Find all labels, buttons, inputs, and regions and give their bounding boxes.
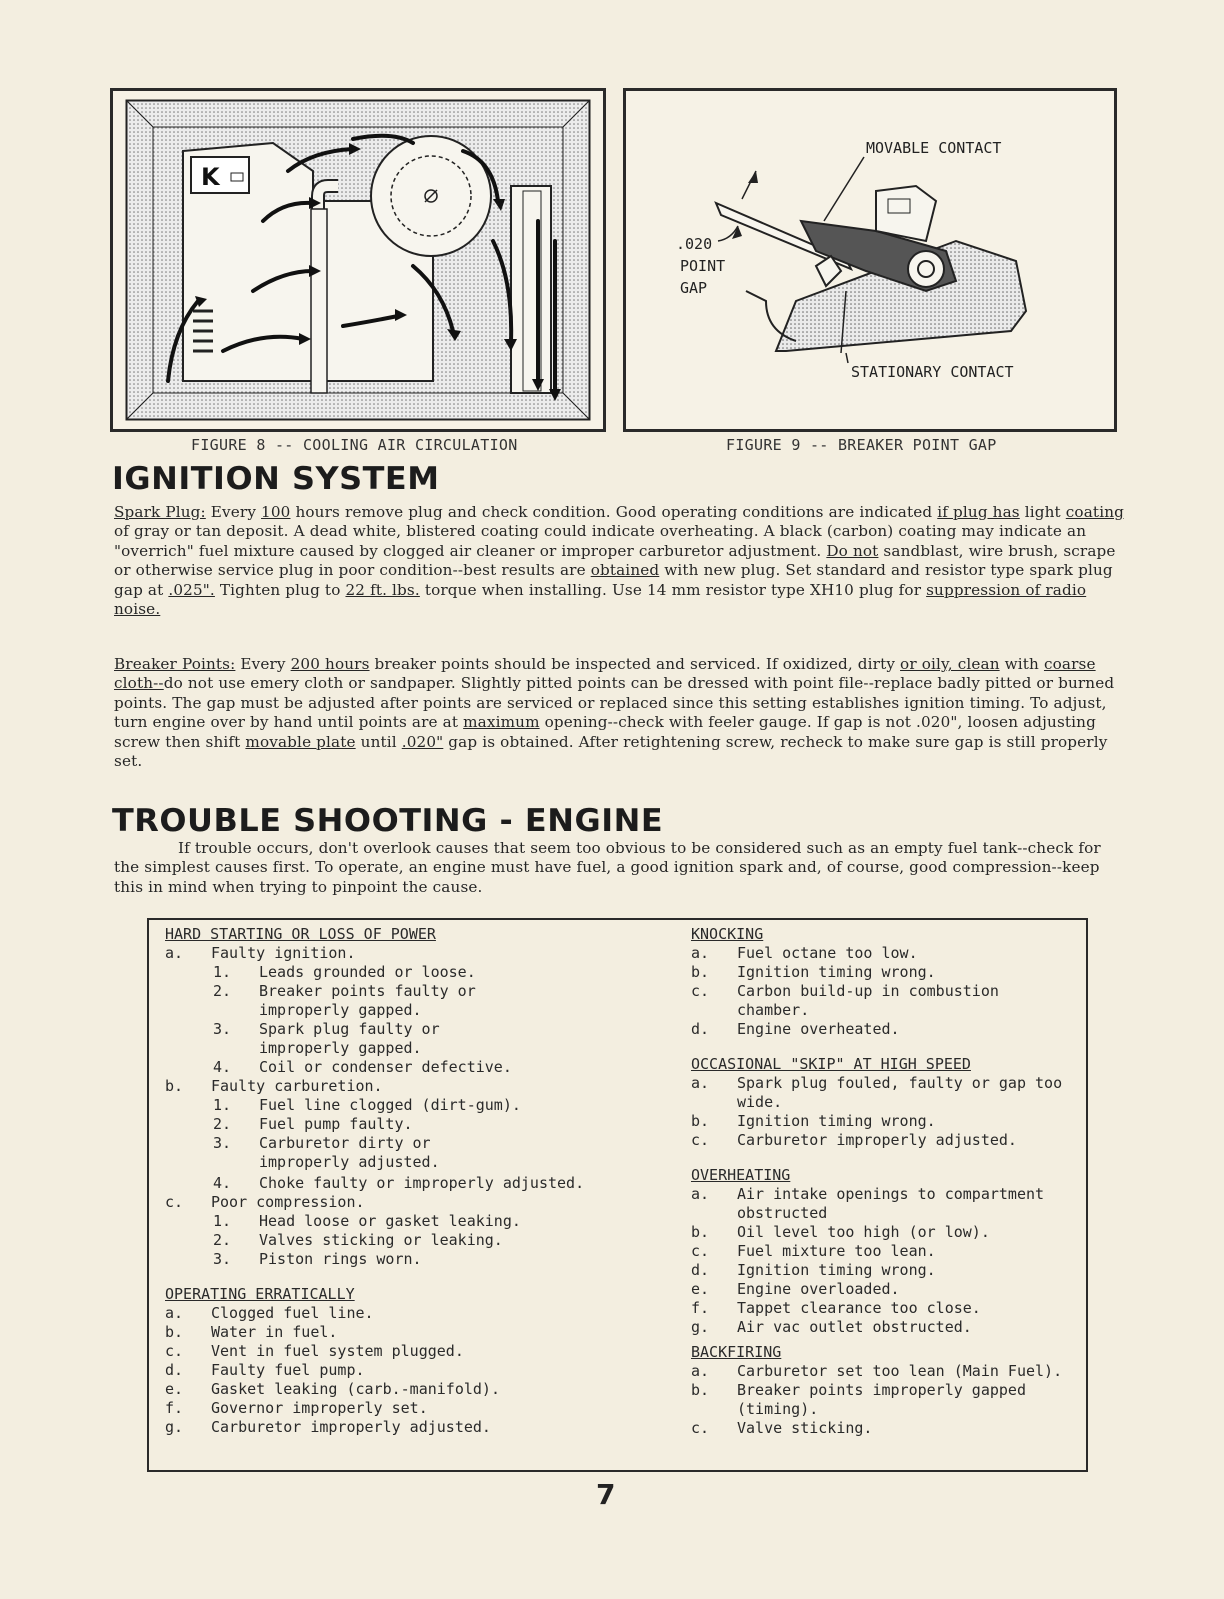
list-item (165, 1250, 685, 1269)
section-title: HARD STARTING OR LOSS OF POWER (165, 925, 436, 943)
section-title: KNOCKING (691, 925, 764, 943)
do-not-warning: Do not (826, 541, 879, 560)
item-text: Breaker points improperly gapped (timing). (737, 1381, 1026, 1418)
list-item (165, 1077, 685, 1096)
item-key: b. (165, 1323, 184, 1341)
item-key: c. (165, 1342, 184, 1360)
item-text: Fuel pump faulty. (259, 1115, 413, 1133)
figure-8-caption: FIGURE 8 -- COOLING AIR CIRCULATION (191, 436, 518, 454)
section-title: BACKFIRING (691, 1343, 782, 1361)
list-item (691, 1020, 1071, 1039)
spark-plug-gap-value: .025". (168, 580, 215, 599)
item-text: Spark plug fouled, faulty or gap too wide. (737, 1074, 1063, 1111)
item-text: Clogged fuel line. (211, 1304, 374, 1322)
section-title: OPERATING ERRATICALLY (165, 1285, 355, 1303)
text-run: torque when installing. Use 14 mm resistor type XH10 plug for (419, 580, 927, 599)
list-item (165, 1174, 685, 1193)
item-key: d. (691, 1020, 710, 1038)
item-text: Oil level too high (or low). (737, 1223, 990, 1241)
item-key: 3. (213, 1250, 232, 1268)
list-item (165, 1134, 685, 1172)
item-key: 1. (213, 1212, 232, 1230)
cooling-air-illustration (113, 91, 603, 429)
item-text: Water in fuel. (211, 1323, 338, 1341)
item-key: e. (165, 1380, 184, 1398)
list-item (691, 963, 1071, 982)
trouble-shooting-table (147, 918, 1088, 1472)
item-key: 2. (213, 1231, 232, 1249)
item-text: Poor compression. (211, 1193, 365, 1211)
text-run: maximum (463, 713, 540, 732)
item-text: Faulty ignition. (211, 944, 356, 962)
item-key: c. (691, 1242, 710, 1260)
label-gap-gap: GAP (680, 279, 708, 297)
section-title: OVERHEATING (691, 1166, 791, 1184)
list-item (691, 1280, 1071, 1299)
list-item (691, 1242, 1071, 1261)
ignition-system-heading: IGNITION SYSTEM (112, 461, 440, 497)
text-run: hours remove plug and check condition. Good operating conditions are indicated (290, 503, 938, 521)
list-item (165, 1399, 685, 1418)
text-run: light (1019, 503, 1066, 521)
text-run: coating (1065, 503, 1124, 521)
torque-value: 22 ft. lbs. (345, 580, 420, 599)
item-text: Piston rings worn. (259, 1250, 422, 1268)
item-key: g. (165, 1418, 184, 1436)
item-text: Carburetor improperly adjusted. (737, 1131, 1017, 1149)
list-item (165, 1361, 685, 1380)
text-run: Tighten plug to (214, 580, 346, 599)
list-item (165, 1304, 685, 1323)
list-item (165, 1342, 685, 1361)
text-run: opening--check with feeler gauge. If gap is not .020", loosen adjusting screw then shift (114, 713, 1096, 751)
text-run: with new plug. Set standard and resistor type spark plug gap at (114, 561, 1113, 599)
section-title: OCCASIONAL "SKIP" AT HIGH SPEED (691, 1055, 971, 1073)
item-text: Leads grounded or loose. (259, 963, 476, 981)
list-item (165, 944, 685, 963)
text-run: suppression of radio noise. (114, 580, 1087, 619)
item-key: c. (691, 1131, 710, 1149)
list-item (691, 1112, 1071, 1131)
breaker-points-hours: 200 hours (290, 655, 370, 673)
text-run: of gray or tan deposit. A dead white, blistered coating could indicate overheating. A black (carbon) coating may indicate an "overrich" fuel mixture caused by clogged air cleaner or improper carburetor adjustment. (114, 522, 1087, 560)
list-item (165, 963, 685, 982)
text-run: obtained (590, 561, 660, 580)
item-text: Vent in fuel system plugged. (211, 1342, 464, 1360)
item-text: Governor improperly set. (211, 1399, 428, 1417)
list-item (691, 1299, 1071, 1318)
trouble-shooting-intro: If trouble occurs, don't overlook causes that seem too obvious to be considered such as an empty fuel tank--check for the simplest causes first. To operate, an engine must have fuel, a good ignition spark and, of course, good compression--keep this in mind when trying to pinpoint the cause. (114, 839, 1101, 896)
list-item (165, 1418, 685, 1437)
text-run: breaker points should be inspected and serviced. If oxidized, dirty (369, 655, 901, 673)
breaker-points-label: Breaker Points: (114, 655, 236, 673)
trouble-shooting-heading: TROUBLE SHOOTING - ENGINE (112, 803, 664, 839)
list-item (165, 1231, 685, 1250)
item-text: Spark plug faulty or improperly gapped. (259, 1020, 440, 1057)
list-item (691, 982, 1071, 1020)
item-text: Ignition timing wrong. (737, 963, 936, 981)
list-item (691, 1362, 1071, 1381)
figure-9-breaker-point-diagram (623, 88, 1117, 432)
item-key: d. (691, 1261, 710, 1279)
list-item (691, 1318, 1071, 1337)
spark-plug-paragraph (114, 503, 1124, 619)
text-run: sandblast, wire brush, scrape or otherwise service plug in poor condition--best results are (114, 541, 1116, 580)
item-text: Faulty carburetion. (211, 1077, 383, 1095)
list-item (165, 1020, 685, 1058)
item-key: b. (165, 1077, 184, 1095)
item-text: Valves sticking or leaking. (259, 1231, 503, 1249)
item-key: b. (691, 963, 710, 981)
text-run: do not use emery cloth or sandpaper. Slightly pitted points can be dressed with point file--replace badly pitted or burned points. The gap must be adjusted after points are serviced or replaced since this setting establishes ignition timing. To adjust, turn engine over by hand until points are at (114, 674, 1115, 732)
spark-plug-hours: 100 (261, 503, 291, 521)
item-text: Ignition timing wrong. (737, 1112, 936, 1130)
list-item (165, 1212, 685, 1231)
label-movable-contact: MOVABLE CONTACT (866, 139, 1002, 157)
text-run: or oily, clean (900, 655, 1000, 673)
item-text: Head loose or gasket leaking. (259, 1212, 521, 1230)
list-item (165, 1323, 685, 1342)
item-key: 2. (213, 1115, 232, 1133)
item-key: b. (691, 1223, 710, 1241)
page-number: 7 (596, 1478, 616, 1511)
list-item (691, 1074, 1071, 1112)
item-text: Gasket leaking (carb.-manifold). (211, 1380, 500, 1398)
item-text: Coil or condenser defective. (259, 1058, 512, 1076)
text-run: with (999, 655, 1044, 673)
item-key: 1. (213, 1096, 232, 1114)
item-text: Air vac outlet obstructed. (737, 1318, 972, 1336)
list-item (691, 1261, 1071, 1280)
engine-logo: K (201, 163, 220, 191)
item-text: Fuel line clogged (dirt-gum). (259, 1096, 521, 1114)
item-text: Fuel mixture too lean. (737, 1242, 936, 1260)
list-item (691, 1185, 1071, 1223)
spark-plug-label: Spark Plug: (114, 503, 206, 521)
item-text: Carburetor set too lean (Main Fuel). (737, 1362, 1063, 1380)
list-item (165, 1096, 685, 1115)
list-item (165, 982, 685, 1020)
list-item (691, 1419, 1071, 1438)
label-stationary-contact: STATIONARY CONTACT (851, 363, 1014, 381)
figure-9-caption: FIGURE 9 -- BREAKER POINT GAP (726, 436, 997, 454)
label-gap-point: POINT (680, 257, 726, 275)
item-key: d. (165, 1361, 184, 1379)
text-run: Every (235, 655, 291, 673)
trouble-column-right (691, 923, 1071, 1438)
item-text: Carburetor improperly adjusted. (211, 1418, 491, 1436)
item-text: Faulty fuel pump. (211, 1361, 365, 1379)
item-text: Engine overheated. (737, 1020, 900, 1038)
item-key: c. (691, 982, 710, 1000)
list-item (165, 1193, 685, 1212)
item-key: a. (691, 1362, 710, 1380)
text-run: movable plate (245, 732, 356, 751)
list-item (165, 1115, 685, 1134)
list-item (165, 1058, 685, 1077)
item-key: a. (165, 944, 184, 962)
item-key: f. (691, 1299, 710, 1317)
item-text: Engine overloaded. (737, 1280, 900, 1298)
item-key: a. (165, 1304, 184, 1322)
text-run: if plug has (937, 503, 1020, 521)
item-key: c. (691, 1419, 710, 1437)
label-gap-value: .020 (676, 235, 713, 253)
list-item (691, 1223, 1071, 1242)
list-item (691, 944, 1071, 963)
item-text: Choke faulty or improperly adjusted. (259, 1174, 585, 1192)
text-run: until (355, 732, 402, 751)
breaker-points-paragraph (114, 655, 1124, 771)
item-key: a. (691, 1074, 710, 1092)
item-key: 4. (213, 1174, 232, 1192)
text-run: gap is obtained. After retightening screw, recheck to make sure gap is still properly set. (114, 732, 1108, 771)
item-key: c. (165, 1193, 184, 1211)
item-key: 3. (213, 1134, 232, 1152)
text-run: Every (205, 503, 262, 521)
breaker-gap-value: .020" (401, 732, 444, 751)
item-key: b. (691, 1112, 710, 1130)
list-item (165, 1380, 685, 1399)
item-key: e. (691, 1280, 710, 1298)
list-item (691, 1131, 1071, 1150)
item-key: b. (691, 1381, 710, 1399)
item-key: 2. (213, 982, 232, 1000)
item-text: Valve sticking. (737, 1419, 873, 1437)
item-key: a. (691, 1185, 710, 1203)
figure-8-cooling-air-diagram (110, 88, 606, 432)
breaker-point-illustration (626, 91, 1114, 429)
item-text: Fuel octane too low. (737, 944, 918, 962)
item-text: Ignition timing wrong. (737, 1261, 936, 1279)
item-key: f. (165, 1399, 184, 1417)
item-text: Carburetor dirty or improperly adjusted. (259, 1134, 440, 1171)
item-text: Air intake openings to compartment obstructed (737, 1185, 1045, 1222)
item-key: a. (691, 944, 710, 962)
text-run: coarse cloth-- (114, 655, 1096, 693)
item-text: Tappet clearance too close. (737, 1299, 981, 1317)
trouble-column-left (165, 923, 685, 1437)
item-text: Breaker points faulty or improperly gapped. (259, 982, 476, 1019)
list-item (691, 1381, 1071, 1419)
item-key: 3. (213, 1020, 232, 1038)
item-text: Carbon build-up in combustion chamber. (737, 982, 999, 1019)
item-key: 4. (213, 1058, 232, 1076)
item-key: 1. (213, 963, 232, 981)
item-key: g. (691, 1318, 710, 1336)
